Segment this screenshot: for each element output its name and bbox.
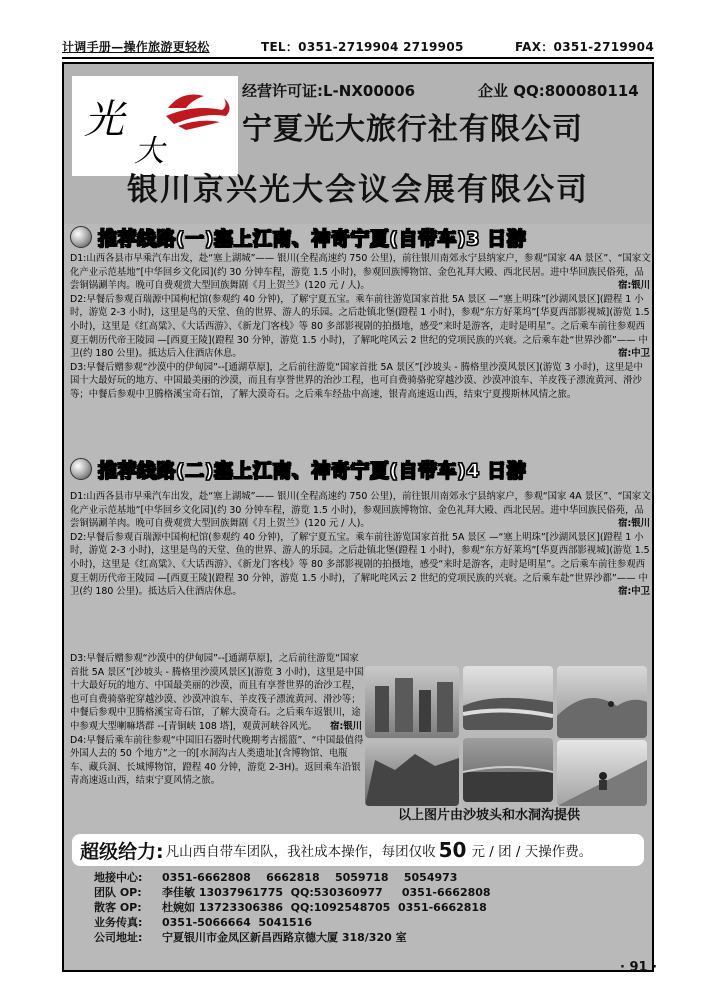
license-number: 经营许可证:L-NX00006 — [242, 82, 416, 100]
route1-day1: D1:山西各县市早乘汽车出发，赴“塞上湖城”—— 银川(全程高速约 750 公里)，前往银川南郊永宁县纳家户，参观“国家 4A 景区”、“国家文化产业示范基地”[中华回乡文化园](约 30 分钟车程，游览 1.5 小时)，参观回族博物馆、金色礼拜大殿、西北民居。进中华回族民俗苑，品尝铜锅涮羊肉。晚可自费观赏大型回族舞剧《月上贺兰》(120 元 / 人)。 宿:银川 — [70, 253, 651, 292]
route1-day2: D2:早餐后参观百瑞源中国枸杞馆(参观约 40 分钟)，了解宁夏五宝。乘车前往游览国家首批 5A 景区 —“塞上明珠”[沙湖风景区](蹬程 1 小时，游览 2-3 小时)，这里是鸟的天堂、鱼的世界、游人的乐园。之后赴镇北堡(蹬程 1 小时)，参观“东方好莱坞”[华夏西部影视城](游览 1.5 小时)，这里是《红高粱》、《大话西游》、《新龙门客栈》等 80 多部影视剧的拍摄地，感受“来时是游客，走时是明星”。之后乘车前往参观西夏王朝历代帝王陵园 —[西夏王陵](蹬程 30 分钟，游览 1.5 小时)，了解叱咤风云 2 世纪的党项民族的兴衰。之后乘车赴“世界沙都”—— 中卫(约 180 公里)。抵达后入住酒店休息。 宿:中卫 — [70, 293, 650, 360]
route1-itinerary — [70, 252, 652, 402]
promo-banner — [72, 834, 644, 866]
photo-sand-dunes — [557, 666, 647, 738]
photo-desert-river — [463, 666, 553, 730]
company-qq: 企业 QQ:800080114 — [478, 82, 639, 100]
route2-itinerary-top — [70, 490, 652, 599]
route2-title — [70, 456, 526, 482]
promo-title: 超级给力: — [80, 840, 164, 863]
company-name-travel: 宁夏光大旅行社有限公司 — [242, 112, 583, 147]
promo-amount: 50 — [438, 838, 467, 862]
logo-char-da: 大 — [134, 134, 164, 169]
bullet-ball-icon — [70, 458, 92, 480]
route1-title — [70, 224, 526, 250]
photo-caption: 以上图片由沙坡头和水洞沟提供 — [398, 808, 581, 823]
contact-block — [94, 870, 491, 945]
fax: FAX：0351-2719904 — [514, 39, 654, 54]
route1-title-text: 推荐线路(一)塞上江南、神奇宁夏(自带车)3 日游 — [98, 227, 527, 250]
route1-day3: D3:早餐后赠参观“沙漠中的伊甸园”--[通湖草原]，之后前往游览“国家首批 5A 景区”[沙坡头 - 腾格里沙漠风景区](游览 3 小时)，这里是中国十大最好玩的地方、中国最美丽的沙漠，而且有享誉世界的治沙工程，也可自费骑骆驼穿越沙漠、沙漠冲浪车、羊皮筏子漂流黄河、滑沙等；中餐后参观中卫腾格溪宝奇石馆，了解大漠奇石。之后乘车经盐中高速，银青高速返山西，结束宁夏搜斯林风情之旅。 — [70, 361, 643, 400]
company-name-conference: 银川京兴光大会议会展有限公司 — [127, 172, 589, 208]
logo-char-guang: 光 — [84, 97, 124, 143]
route2-title-text: 推荐线路(二)塞上江南、神奇宁夏(自带车)4 日游 — [98, 459, 527, 482]
route2-itinerary-bottom — [70, 652, 364, 788]
top-bar — [62, 36, 654, 56]
advert-frame — [62, 62, 654, 972]
route2-day3: D3:早餐后赠参观“沙漠中的伊甸园”--[通湖草原]，之后前往游览“国家首批 5A 景区”[沙坡头 - 腾格里沙漠风景区](游览 3 小时)，这里是中国十大最好玩的地方、中国最美丽的沙漠，而且有享誉世界的治沙工程，也可自费骑骆驼穿越沙漠、沙漠冲浪车、羊皮筏子漂流黄河、滑沙等；中餐后参观中卫腾格溪宝奇石馆，了解大漠奇石。之后乘车返银川，途中参观大型喇嘛塔群 --[青铜峡 108 塔]，观黄河峡谷风光。 宿:银川 — [70, 653, 364, 732]
telephone: TEL：0351-2719904 2719905 — [260, 39, 464, 54]
photo-cliffs — [365, 740, 459, 806]
photo-grassland — [463, 738, 553, 802]
contact-row: 业务传真: 0351-5066664 5041516 — [94, 916, 312, 929]
bullet-ball-icon — [70, 226, 92, 248]
promo-text-after: 元 / 团 / 天操作费。 — [471, 844, 593, 860]
header — [64, 64, 652, 224]
route2-day1: D1:山西各县市早乘汽车出发，赴“塞上湖城”—— 银川(全程高速约 750 公里)，前往银川南郊永宁县纳家户，参观“国家 4A 景区”、“国家文化产业示范基地”[中华回乡文化园](约 30 分钟车程，游览 1.5 小时)，参观回族博物馆、金色礼拜大殿、西北民居。进中华回族民俗苑，品尝铜锅涮羊肉。晚可自费观赏大型回族舞剧《月上贺兰》(120 元 / 人)。 宿:银川 — [70, 491, 651, 530]
contact-row: 公司地址: 宁夏银川市金凤区新昌西路京德大厦 318/320 室 — [94, 931, 407, 944]
promo-text-before: 凡山西自带车团队，我社成本操作，每团仅收 — [165, 844, 436, 860]
page-number: · 91 · — [620, 960, 658, 975]
route2-day4: D4:早餐后乘车前往参观“中国旧石器时代晚期考古摇篮”、“中国最值得外国人去的 50 个地方”之一的[水洞沟古人类遗址](含博物馆、电瓶车、藏兵洞、长城博物馆，蹬程 40 分钟，游览 2-3H)。返回乘车沿银青高速返山西，结束宁夏风情之旅。 — [70, 734, 364, 787]
top-rule — [62, 57, 654, 59]
contact-row: 散客 OP: 杜婉如 13723306386 QQ:1092548705 0351-6662818 — [94, 901, 487, 914]
slogan: 计调手册—操作旅游更轻松 — [62, 39, 210, 54]
contact-row: 团队 OP: 李佳敏 13037961775 QQ:530360977 0351-6662808 — [94, 886, 491, 899]
contact-row: 地接中心: 0351-6662808 6662818 5059718 5054973 — [94, 871, 458, 884]
photo-rock-carvings — [365, 666, 459, 738]
route2-day2: D2:早餐后参观百瑞源中国枸杞馆(参观约 40 分钟)，了解宁夏五宝。乘车前往游览国家首批 5A 景区 —“塞上明珠”[沙湖风景区](蹬程 1 小时，游览 2-3 小时)，这里是鸟的天堂、鱼的世界、游人的乐园。之后赴镇北堡(蹬程 1 小时)，参观“东方好莱坞”[华夏西部影视城](游览 1.5 小时)，这里是《红高粱》、《大话西游》、《新龙门客栈》等 80 多部影视剧的拍摄地，感受“来时是游客，走时是明星”。之后乘车前往参观西夏王朝历代帝王陵园 —[西夏王陵](蹬程 30 分钟，游览 1.5 小时)，了解叱咤风云 2 世纪的党项民族的兴衰。之后乘车赴“世界沙都”—— 中卫(约 180 公里)。抵达后入住酒店休息。 宿:中卫 — [70, 531, 650, 598]
logo — [72, 76, 238, 176]
photo-collage — [365, 666, 649, 806]
photo-sand-sliding — [557, 740, 647, 806]
logo-mark-icon — [164, 86, 234, 132]
